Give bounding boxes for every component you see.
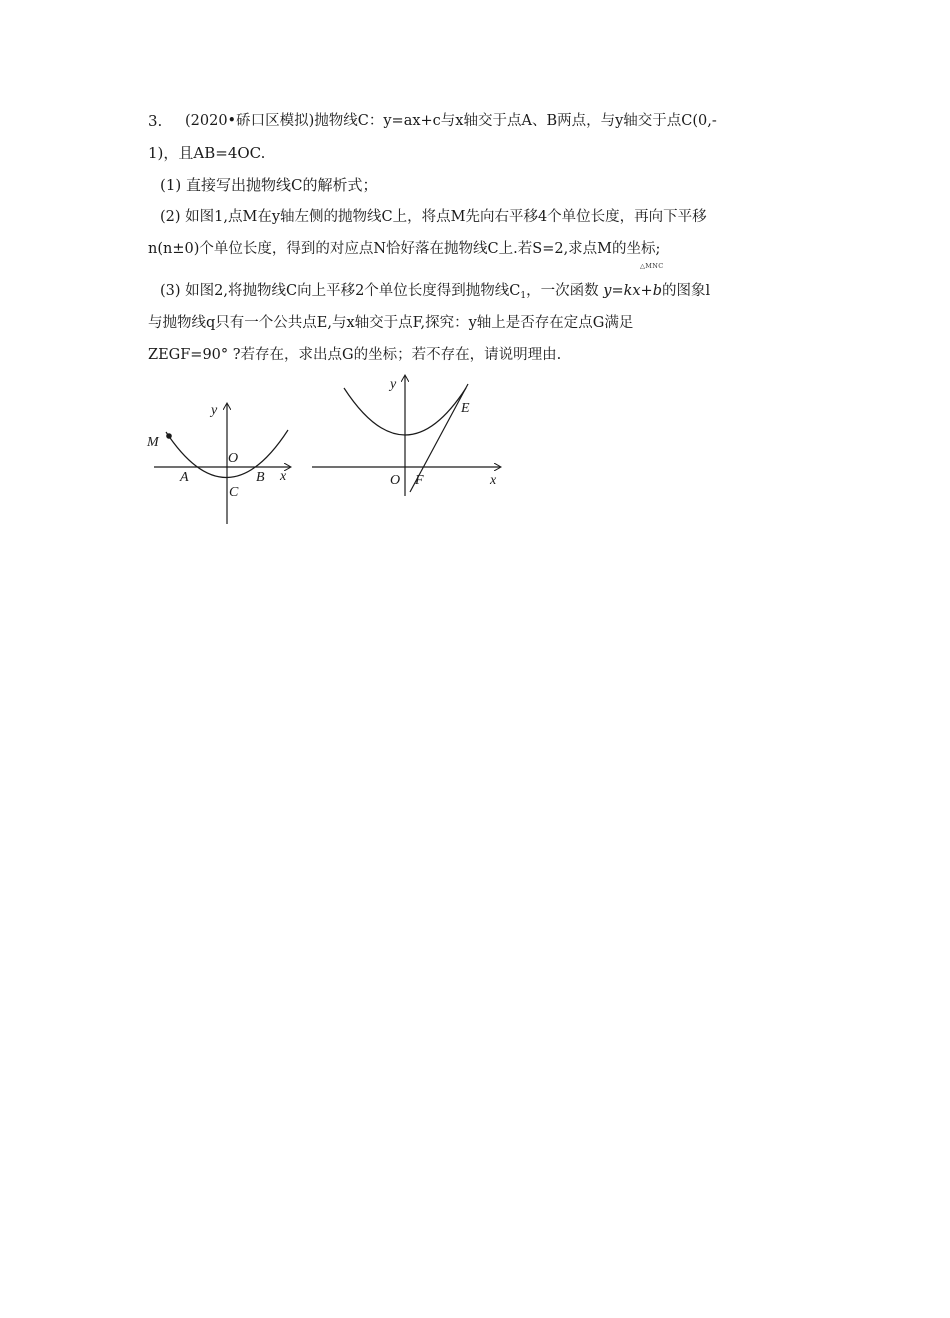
problem-statement-line1: (2020•硚口区模拟)抛物线C：y=ax+c与x轴交于点A、B两点，与y轴交于点C(0,- — [185, 113, 717, 129]
figure2-label-y: y — [390, 377, 397, 392]
figure1-point-m — [166, 433, 172, 439]
figure1-label-o: O — [228, 451, 239, 466]
figure1-label-y: y — [211, 403, 218, 418]
part3-subscript: 1 — [520, 291, 527, 301]
figure-2 — [306, 372, 508, 500]
figure1-label-x: x — [280, 469, 287, 484]
problem-statement-line2: 1)，且AB=4OC. — [148, 144, 266, 162]
part3-text-line3: ZEGF=90° ?若存在，求出点G的坐标；若不存在，请说明理由. — [148, 347, 562, 363]
part3-text-c: 的图象l — [662, 283, 711, 299]
part3-text-line2: 与抛物线q只有一个公共点E,与x轴交于点F,探究：y轴上是否存在定点G满足 — [148, 315, 634, 331]
figure-1 — [140, 396, 300, 528]
figure1-label-c: C — [229, 485, 239, 500]
part3-text-a: (3) 如图2,将抛物线C向上平移2个单位长度得到抛物线C — [160, 283, 521, 299]
figure1-label-m: M — [147, 435, 159, 450]
figure1-label-b: B — [256, 470, 265, 485]
part2-text-line2: n(n±0)个单位长度，得到的对应点N恰好落在抛物线C上.若S=2,求点M的坐标; — [148, 241, 661, 257]
part3-formula: y=kx+b — [603, 283, 662, 299]
figure1-label-a: A — [180, 470, 189, 485]
part1-text: (1) 直接写出抛物线C的解析式； — [160, 176, 378, 194]
area-subscript: △MNC — [640, 262, 664, 270]
figure2-label-x: x — [490, 473, 497, 488]
problem-number: 3. — [148, 112, 163, 130]
part2-text-line1: (2) 如图1,点M在y轴左侧的抛物线C上，将点M先向右平移4个单位长度，再向下平移 — [160, 209, 707, 225]
figure2-label-o: O — [390, 473, 401, 488]
figure2-label-e: E — [461, 401, 470, 416]
figure2-label-f: F — [415, 473, 424, 488]
part3-text-line1 — [160, 281, 710, 306]
part3-text-b: ，一次函数 — [526, 283, 604, 299]
